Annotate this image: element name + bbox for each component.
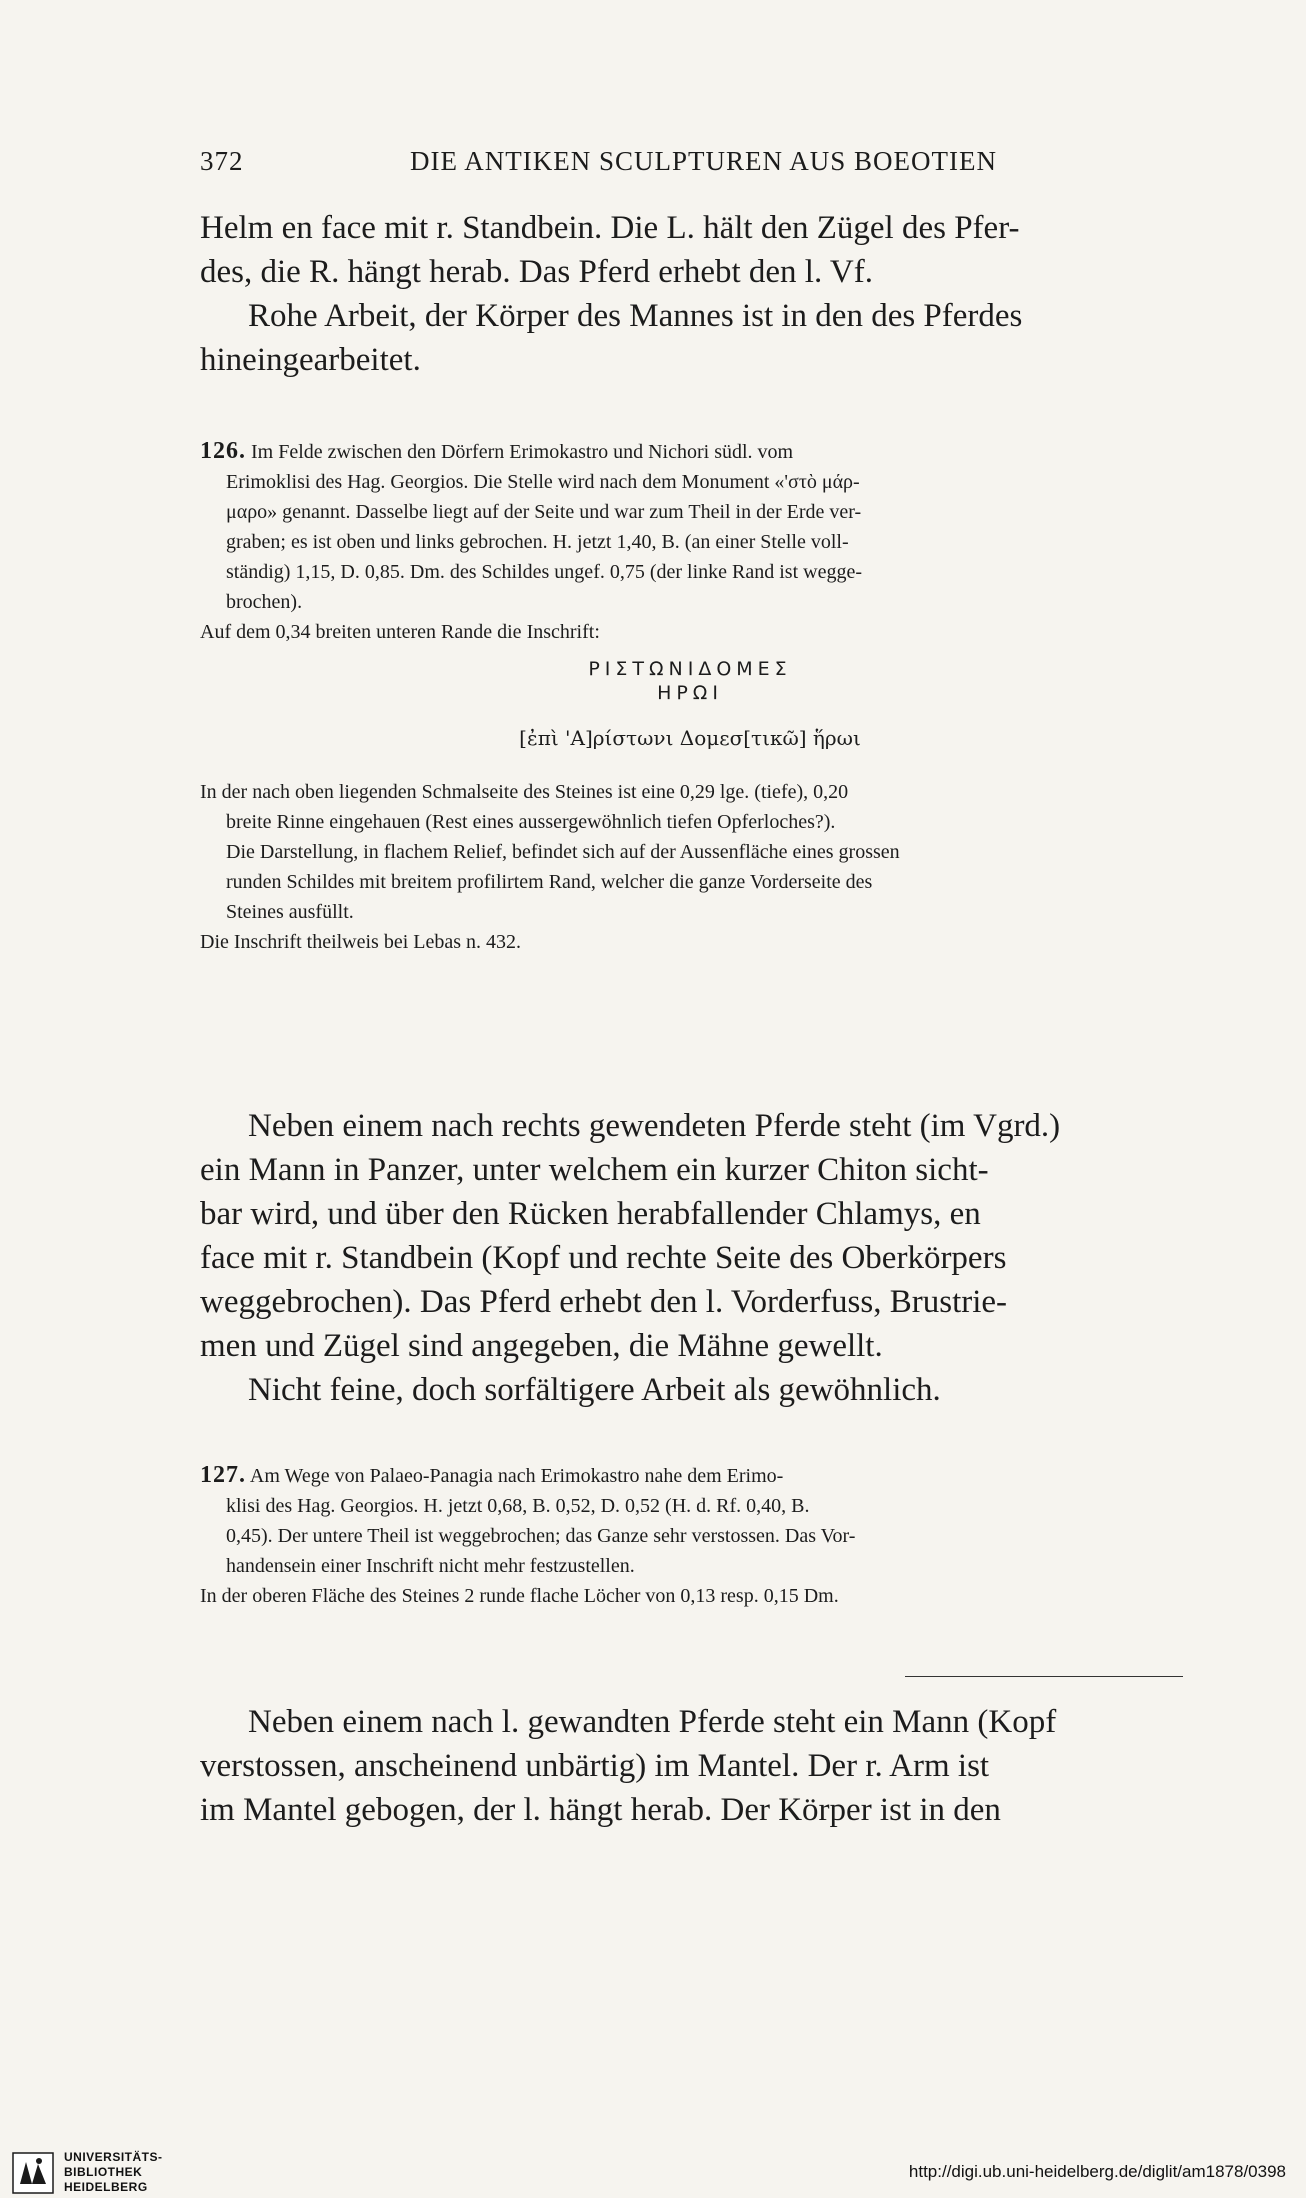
text-line: μαρο» genannt. Dasselbe liegt auf der Seite und war zum Theil in der Erde ver-: [226, 501, 862, 523]
inscription-intro: Auf dem 0,34 breiten unteren Rande die Inschrift:: [200, 621, 600, 643]
text-line: face mit r. Standbein (Kopf und rechte Seite des Oberkörpers: [200, 1240, 1007, 1276]
entry-first-line: [200, 436, 1180, 467]
text-line: bar wird, und über den Rücken herabfallender Chlamys, en: [200, 1196, 981, 1232]
catalog-entry-126: [200, 436, 1180, 957]
paragraph-1: [200, 206, 1180, 382]
text-line: breite Rinne eingehauen (Rest eines aussergewöhnlich tiefen Opferloches?).: [226, 811, 836, 833]
entry-number: 127.: [200, 1462, 246, 1488]
text-line: men und Zügel sind angegeben, die Mähne gewellt.: [200, 1328, 883, 1364]
text-line: In der oberen Fläche des Steines 2 runde flache Löcher von 0,13 resp. 0,15 Dm.: [200, 1585, 839, 1607]
text-line: Am Wege von Palaeo-Panagia nach Erimokastro nahe dem Erimo-: [249, 1465, 784, 1487]
text-line: In der nach oben liegenden Schmalseite des Steines ist eine 0,29 lge. (tiefe), 0,20: [200, 781, 849, 803]
text-line: hineingearbeitet.: [200, 342, 421, 378]
text-line: Neben einem nach l. gewandten Pferde steht ein Mann (Kopf: [248, 1704, 1057, 1740]
text-line: Im Felde zwischen den Dörfern Erimokastro und Nichori südl. vom: [251, 441, 794, 463]
inscription-line-2: ΗΡΩΙ: [657, 682, 723, 704]
entry-number: 126.: [200, 438, 246, 464]
page-number: 372: [200, 146, 244, 176]
text-line: brochen).: [226, 591, 303, 613]
running-title: DIE ANTIKEN SCULPTUREN AUS BOEOTIEN: [410, 146, 997, 176]
text-line: Die Inschrift theilweis bei Lebas n. 432.: [200, 931, 522, 953]
text-line: runden Schildes mit breitem profilirtem Rand, welcher die ganze Vorderseite des: [226, 871, 873, 893]
running-head: [200, 146, 1180, 186]
source-url-link[interactable]: http://digi.ub.uni-heidelberg.de/diglit/am1878/0398: [908, 2162, 1286, 2181]
text-line: graben; es ist oben und links gebrochen. H. jetzt 1,40, B. (an einer Stelle voll-: [226, 531, 849, 553]
paragraph-5: [200, 1700, 1180, 1832]
library-name: UNIVERSITÄTS- BIBLIOTHEK HEIDELBERG: [64, 2150, 163, 2194]
text-line: ständig) 1,15, D. 0,85. Dm. des Schildes ungef. 0,75 (der linke Rand ist wegge-: [226, 561, 863, 583]
entry-first-line: [200, 1460, 1180, 1491]
text-line: Nicht feine, doch sorfältigere Arbeit als gewöhnlich.: [248, 1372, 941, 1408]
text-line: ein Mann in Panzer, unter welchem ein kurzer Chiton sicht-: [200, 1152, 989, 1188]
text-line: Die Darstellung, in flachem Relief, befindet sich auf der Aussenfläche eines grossen: [226, 841, 900, 863]
text-line: Neben einem nach rechts gewendeten Pferde steht (im Vgrd.): [248, 1108, 1061, 1144]
inscription-line-1: ΡΙΣΤΩΝΙΔΟΜΕΣ: [588, 658, 792, 680]
text-line: 0,45). Der untere Theil ist weggebrochen; das Ganze sehr verstossen. Das Vor-: [226, 1525, 856, 1547]
text-line: klisi des Hag. Georgios. H. jetzt 0,68, B. 0,52, D. 0,52 (H. d. Rf. 0,40, B.: [226, 1495, 810, 1517]
catalog-entry-127: [200, 1460, 1180, 1611]
paragraph-3: [200, 1104, 1180, 1412]
separator-rule: [905, 1676, 1183, 1677]
text-line: Erimoklisi des Hag. Georgios. Die Stelle wird nach dem Monument «'στὸ μάρ-: [226, 471, 860, 493]
text-line: Steines ausfüllt.: [226, 901, 354, 923]
text-line: des, die R. hängt herab. Das Pferd erhebt den l. Vf.: [200, 254, 873, 290]
text-line: weggebrochen). Das Pferd erhebt den l. Vorderfuss, Brustrie-: [200, 1284, 1008, 1320]
text-line: Helm en face mit r. Standbein. Die L. hält den Zügel des Pfer-: [200, 210, 1020, 246]
text-line: im Mantel gebogen, der l. hängt herab. Der Körper ist in den: [200, 1792, 1001, 1828]
library-logo-icon: [12, 2152, 54, 2194]
text-line: handensein einer Inschrift nicht mehr festzustellen.: [226, 1555, 635, 1577]
inscription-reading: [ἐπὶ 'Α]ρίστωνι Δομεσ[τικῶ] ἥρωι: [519, 726, 861, 750]
text-line: Rohe Arbeit, der Körper des Mannes ist in den des Pferdes: [248, 298, 1023, 334]
text-line: verstossen, anscheinend unbärtig) im Mantel. Der r. Arm ist: [200, 1748, 990, 1784]
